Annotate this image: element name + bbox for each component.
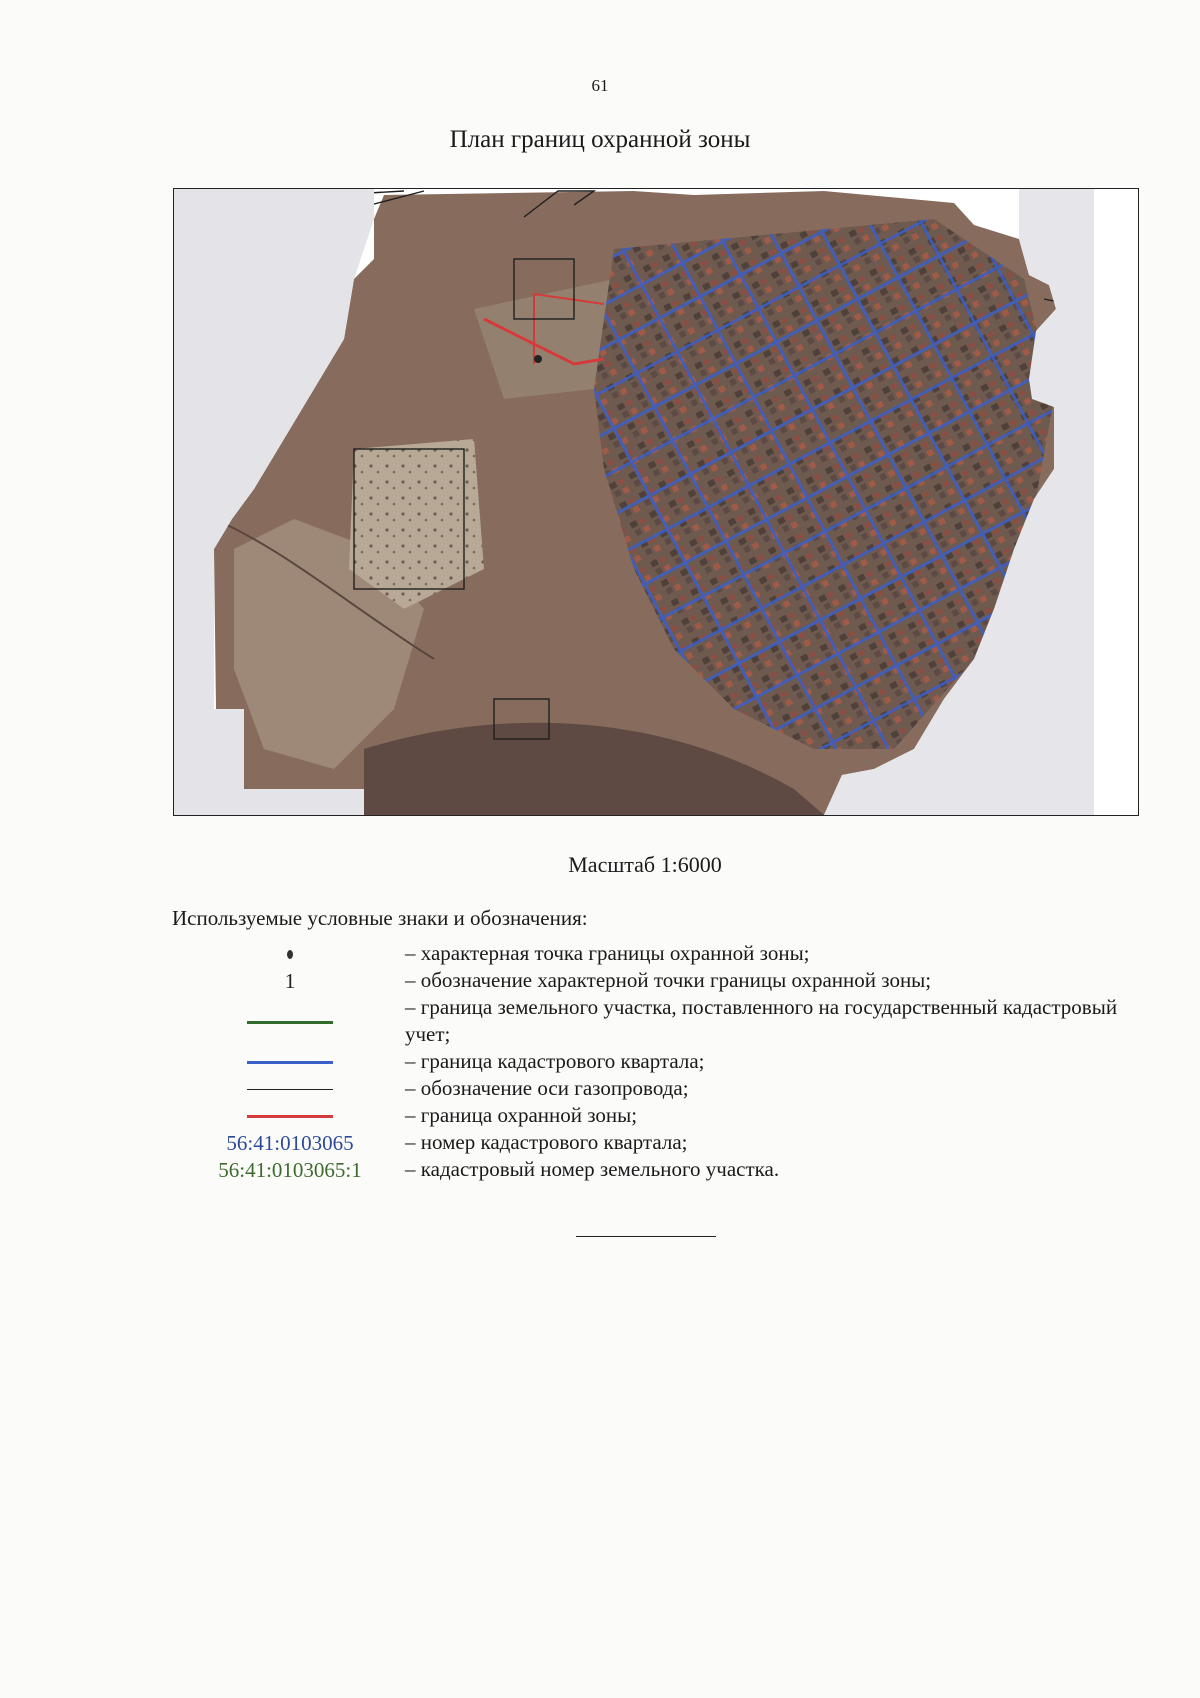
legend-symbol [190,1129,390,1157]
legend-item-zone-boundary [0,1102,1200,1130]
legend-item-land-plot-boundary [0,994,1200,1048]
legend-item-cadastral-number [0,1156,1200,1184]
legend-symbol [190,1156,390,1184]
legend-text: – обозначение характерной точки границы охранной зоны; [405,968,932,992]
blue-line-icon [247,1061,333,1064]
map-scale: Масштаб 1:6000 [568,852,722,877]
legend-text: – граница охранной зоны; [405,1103,638,1127]
legend-heading: Используемые условные знаки и обозначения: [172,906,588,930]
legend-text: – граница земельного участка, поставленного на государственный кадастровый учет; [405,995,1118,1046]
page-number: 61 [591,76,609,95]
legend-text: – номер кадастрового квартала; [405,1130,688,1154]
cadastral-number-sample: 56:41:0103065:1 [218,1157,362,1182]
legend-item-pipeline-axis [0,1075,1200,1103]
red-line-icon [247,1115,333,1118]
black-line-icon [247,1089,333,1090]
point-label-sample: 1 [284,968,296,993]
legend-item-point-label [0,967,1200,995]
legend-symbol [190,967,390,995]
legend-text: – кадастровый номер земельного участка. [405,1157,780,1181]
legend-item-quarter-boundary [0,1048,1200,1076]
legend-symbol [190,1008,390,1036]
boundary-point-icon [287,950,293,959]
legend-symbol [190,1102,390,1130]
legend-symbol [190,940,390,968]
legend-item-quarter-number [0,1129,1200,1157]
quarter-number-sample: 56:41:0103065 [226,1130,354,1155]
legend-text: – характерная точка границы охранной зоны; [405,941,810,965]
legend-text: – обозначение оси газопровода; [405,1076,689,1100]
end-divider [576,1236,716,1237]
green-line-icon [247,1021,333,1024]
protection-zone-map [173,188,1139,816]
page-title: План границ охранной зоны [449,126,751,153]
legend-text: – граница кадастрового квартала; [405,1049,705,1073]
legend-item-point [0,940,1200,968]
legend-symbol [190,1048,390,1076]
legend-symbol [190,1075,390,1103]
